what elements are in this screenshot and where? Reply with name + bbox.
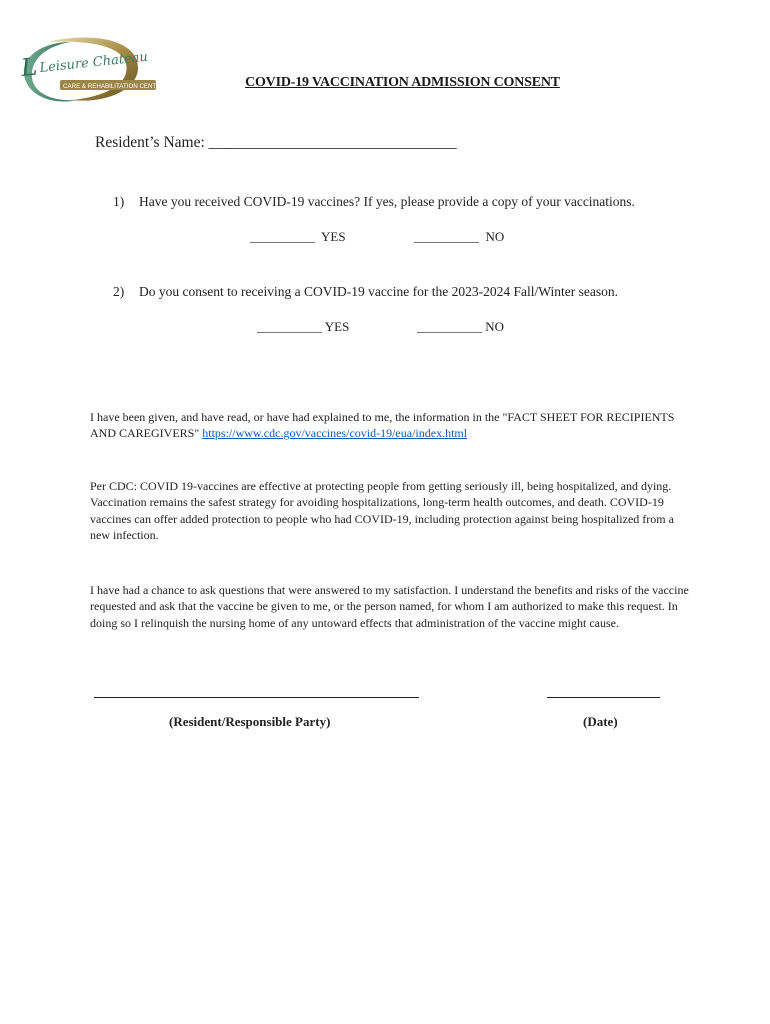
fact-sheet-text: I have been given, and have read, or have had explained to me, the information in the "FACT SHEET FOR RECIPIENTS AND CAREGIVERS" bbox=[90, 410, 675, 441]
resident-signature-line[interactable] bbox=[94, 697, 419, 698]
question-2-number: 2) bbox=[113, 284, 125, 299]
fact-sheet-paragraph bbox=[90, 409, 690, 442]
question-1-yes-option[interactable]: __________ YES bbox=[250, 229, 346, 244]
cdc-fact-sheet-link[interactable]: https://www.cdc.gov/vaccines/covid-19/eua/index.html bbox=[202, 426, 468, 441]
question-2-text: Do you consent to receiving a COVID-19 vaccine for the 2023-2024 Fall/Winter season. bbox=[139, 284, 618, 299]
question-2-yes-option[interactable]: __________ YES bbox=[257, 319, 350, 334]
logo-graphic bbox=[18, 34, 160, 104]
resident-name-blank[interactable]: ________________________________ bbox=[208, 134, 457, 151]
question-1 bbox=[113, 194, 635, 210]
resident-name-field[interactable] bbox=[95, 134, 457, 152]
resident-signature-label: (Resident/Responsible Party) bbox=[169, 714, 331, 729]
svg-text:L: L bbox=[19, 52, 39, 82]
logo-text: Leisure Chateau bbox=[38, 49, 149, 76]
question-1-no-option[interactable]: __________ NO bbox=[414, 229, 505, 244]
question-1-number: 1) bbox=[113, 194, 125, 209]
question-2-no-option[interactable]: __________ NO bbox=[417, 319, 505, 334]
leisure-chateau-logo bbox=[18, 34, 160, 104]
page-title: COVID-19 VACCINATION ADMISSION CONSENT bbox=[245, 75, 560, 90]
question-1-text: Have you received COVID-19 vaccines? If yes, please provide a copy of your vaccinations. bbox=[139, 194, 635, 209]
resident-name-label: Resident’s Name: bbox=[95, 134, 205, 151]
consent-paragraph: I have had a chance to ask questions that were answered to my satisfaction. I understand the benefits and risks of the vaccine requested and ask that the vaccine be given to me, or the person named, for whom I am authorized to make this request. In doing so I relinquish the nursing home of any untoward effects that administration of the vaccine might cause. bbox=[90, 583, 689, 630]
date-label: (Date) bbox=[583, 714, 618, 729]
question-2 bbox=[113, 284, 618, 300]
date-signature-line[interactable] bbox=[547, 697, 660, 698]
logo-tagline: CARE & REHABILITATION CENTER bbox=[63, 83, 160, 90]
cdc-paragraph: Per CDC: COVID 19-vaccines are effective at protecting people from getting seriously ill, being hospitalized, and dying. Vaccination remains the safest strategy for avoiding hospitalizations, long-term health outcomes, and death. COVID-19 vaccines can offer added protection to people who had COVID-19, including protection against being hospitalized from a new infection. bbox=[90, 479, 674, 543]
